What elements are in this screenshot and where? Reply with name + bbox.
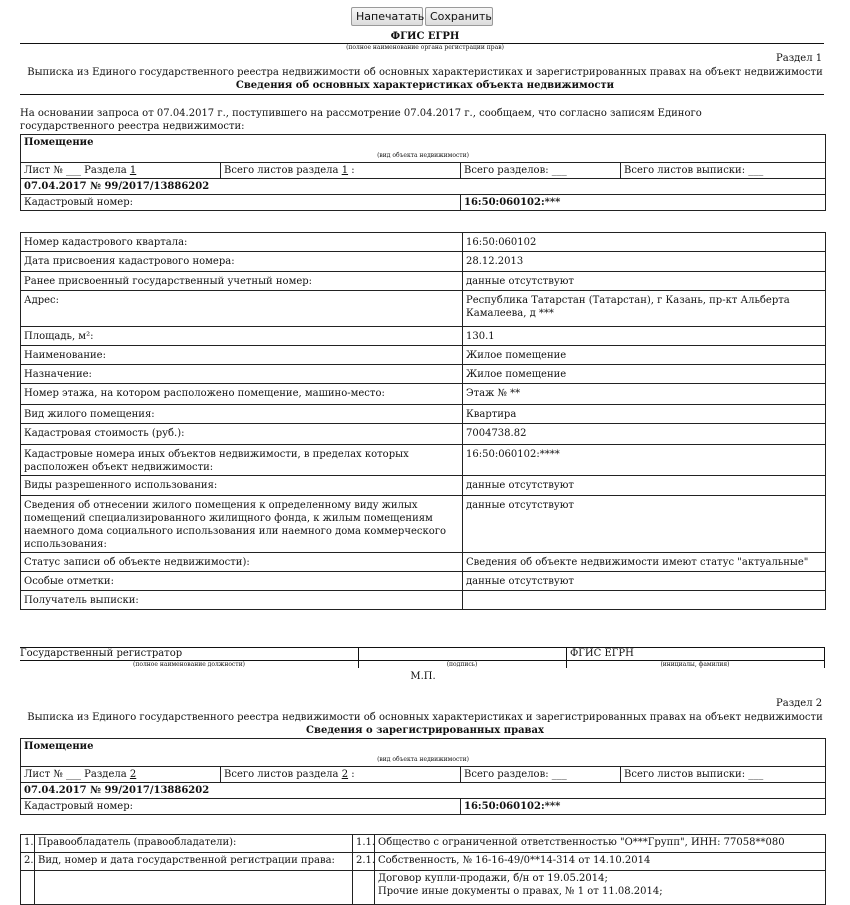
rights-value: Собственность, № 16-16-49/0**14-314 от 14.10.2014: [375, 853, 826, 871]
table-row: [21, 853, 826, 871]
table-row: [21, 233, 826, 252]
request-intro: На основании запроса от 07.04.2017 г., поступившего на рассмотрение 07.04.2017 г., сообщаем, что согласно записям Единого государственного реестра недвижимости:: [20, 108, 702, 132]
row-value: 130.1: [463, 327, 826, 346]
section-2-subtitle: Сведения о зарегистрированных правах: [306, 725, 544, 736]
section-1-header-table: [20, 134, 826, 211]
rights-num: 2.: [21, 853, 35, 871]
section-2-header-table: [20, 738, 826, 815]
org-name: ФГИС ЕГРН: [390, 31, 460, 42]
row-label: Сведения об отнесении жилого помещения к определенному виду жилых помещений специализированного жилищного фонда, к жилым помещениям наемного дома социального использования или наемного дома коммерческого использования:: [21, 496, 463, 553]
table-row: [21, 553, 826, 572]
table-row: [21, 572, 826, 591]
row-label: Получатель выписки:: [21, 591, 463, 610]
caption-name: (инициалы, фамилия): [660, 661, 730, 668]
table-row: [21, 496, 826, 553]
row-label: Кадастровые номера иных объектов недвижимости, в пределах которых расположен объект недвижимости:: [21, 445, 463, 476]
row-label: Кадастровая стоимость (руб.):: [21, 424, 463, 445]
cadastral-number-label: Кадастровый номер:: [21, 799, 461, 815]
row-value: 28.12.2013: [463, 252, 826, 272]
row-value: данные отсутствуют: [463, 272, 826, 291]
table-row: [21, 591, 826, 610]
total-sections: Всего разделов: ___: [461, 163, 621, 179]
rights-document: Прочие иные документы о правах, № 1 от 11.08.2014;: [378, 886, 663, 897]
divider: [20, 94, 824, 95]
rights-label: Вид, номер и дата государственной регистрации права:: [35, 853, 353, 871]
total-section-sheets: Всего листов раздела 2 :: [221, 767, 461, 783]
row-value: Квартира: [463, 405, 826, 424]
table-row: [21, 405, 826, 424]
total-sections: Всего разделов: ___: [461, 767, 621, 783]
table-row: [21, 346, 826, 365]
row-value: [463, 591, 826, 610]
rights-value: Общество с ограниченной ответственностью "О***Групп", ИНН: 77058**080: [375, 835, 826, 853]
cadastral-number-label: Кадастровый номер:: [21, 195, 461, 211]
extract-date-number: 07.04.2017 № 99/2017/13886202: [21, 783, 826, 799]
row-label: Номер этажа, на котором расположено помещение, машино-место:: [21, 384, 463, 405]
table-row: [21, 327, 826, 346]
print-button[interactable]: Напечатать: [351, 7, 423, 26]
rights-value: [375, 871, 826, 905]
cadastral-number-value: 16:50:060102:***: [461, 799, 826, 815]
row-label: Дата присвоения кадастрового номера:: [21, 252, 463, 272]
row-label: Статус записи об объекте недвижимости):: [21, 553, 463, 572]
total-section-sheets: Всего листов раздела 1 :: [221, 163, 461, 179]
table-row: [21, 424, 826, 445]
section-1-label: Раздел 1: [776, 53, 823, 64]
rights-num: [21, 871, 35, 905]
registrar-org: ФГИС ЕГРН: [570, 648, 634, 659]
row-value: данные отсутствуют: [463, 476, 826, 496]
stamp-label: М.П.: [410, 671, 436, 682]
row-label: Особые отметки:: [21, 572, 463, 591]
rights-sub: 1.1.: [353, 835, 375, 853]
table-row: [21, 445, 826, 476]
table-row: [21, 291, 826, 327]
row-label: Виды разрешенного использования:: [21, 476, 463, 496]
section-2-title: Выписка из Единого государственного реестра недвижимости об основных характеристиках и зарегистрированных правах на объект недвижимости: [27, 712, 823, 723]
row-label: Адрес:: [21, 291, 463, 327]
save-button[interactable]: Сохранить: [425, 7, 493, 26]
object-type-caption: (вид объекта недвижимости): [377, 152, 469, 159]
divider: [824, 647, 825, 668]
cadastral-number-value: 16:50:060102:***: [461, 195, 826, 211]
sheet-number: Лист № ___ Раздела 1: [21, 163, 221, 179]
object-type-caption: (вид объекта недвижимости): [377, 756, 469, 763]
section-2-label: Раздел 2: [776, 698, 823, 709]
characteristics-table: [20, 232, 826, 610]
table-row: [21, 252, 826, 272]
rights-document: Договор купли-продажи, б/н от 19.05.2014;: [378, 873, 608, 884]
section-1-title: Выписка из Единого государственного реестра недвижимости об основных характеристиках и зарегистрированных правах на объект недвижимости: [27, 67, 823, 78]
extract-date-number: 07.04.2017 № 99/2017/13886202: [21, 179, 826, 195]
row-value: 16:50:060102:****: [463, 445, 826, 476]
section-1-subtitle: Сведения об основных характеристиках объекта недвижимости: [235, 80, 615, 91]
row-label: Назначение:: [21, 365, 463, 384]
row-label: Ранее присвоенный государственный учетный номер:: [21, 272, 463, 291]
total-extract-sheets: Всего листов выписки: ___: [621, 163, 826, 179]
table-row: [21, 365, 826, 384]
table-row: [21, 384, 826, 405]
row-label: Площадь, м²:: [21, 327, 463, 346]
caption-signature: (подпись): [446, 661, 478, 668]
row-label: Вид жилого помещения:: [21, 405, 463, 424]
rights-table: [20, 834, 826, 905]
row-value: Жилое помещение: [463, 365, 826, 384]
row-label: Номер кадастрового квартала:: [21, 233, 463, 252]
row-value: Сведения об объекте недвижимости имеют статус "актуальные": [463, 553, 826, 572]
org-caption: (полное наименование органа регистрации прав): [346, 44, 504, 51]
rights-sub: [353, 871, 375, 905]
table-row: [21, 476, 826, 496]
object-type: Помещение: [24, 741, 94, 752]
rights-label: [35, 871, 353, 905]
row-value: данные отсутствуют: [463, 572, 826, 591]
row-value: данные отсутствуют: [463, 496, 826, 553]
total-extract-sheets: Всего листов выписки: ___: [621, 767, 826, 783]
table-row: [21, 835, 826, 853]
sheet-number: Лист № ___ Раздела 2: [21, 767, 221, 783]
registrar-role: Государственный регистратор: [20, 648, 183, 659]
row-value: Республика Татарстан (Татарстан), г Казань, пр-кт Альберта Камалеева, д ***: [463, 291, 826, 327]
caption-position: (полное наименование должности): [133, 661, 245, 668]
row-value: 16:50:060102: [463, 233, 826, 252]
row-value: Этаж № **: [463, 384, 826, 405]
table-row: [21, 272, 826, 291]
rights-sub: 2.1.: [353, 853, 375, 871]
rights-num: 1.: [21, 835, 35, 853]
table-row: [21, 871, 826, 905]
object-type: Помещение: [24, 137, 94, 148]
row-value: 7004738.82: [463, 424, 826, 445]
row-label: Наименование:: [21, 346, 463, 365]
row-value: Жилое помещение: [463, 346, 826, 365]
rights-label: Правообладатель (правообладатели):: [35, 835, 353, 853]
